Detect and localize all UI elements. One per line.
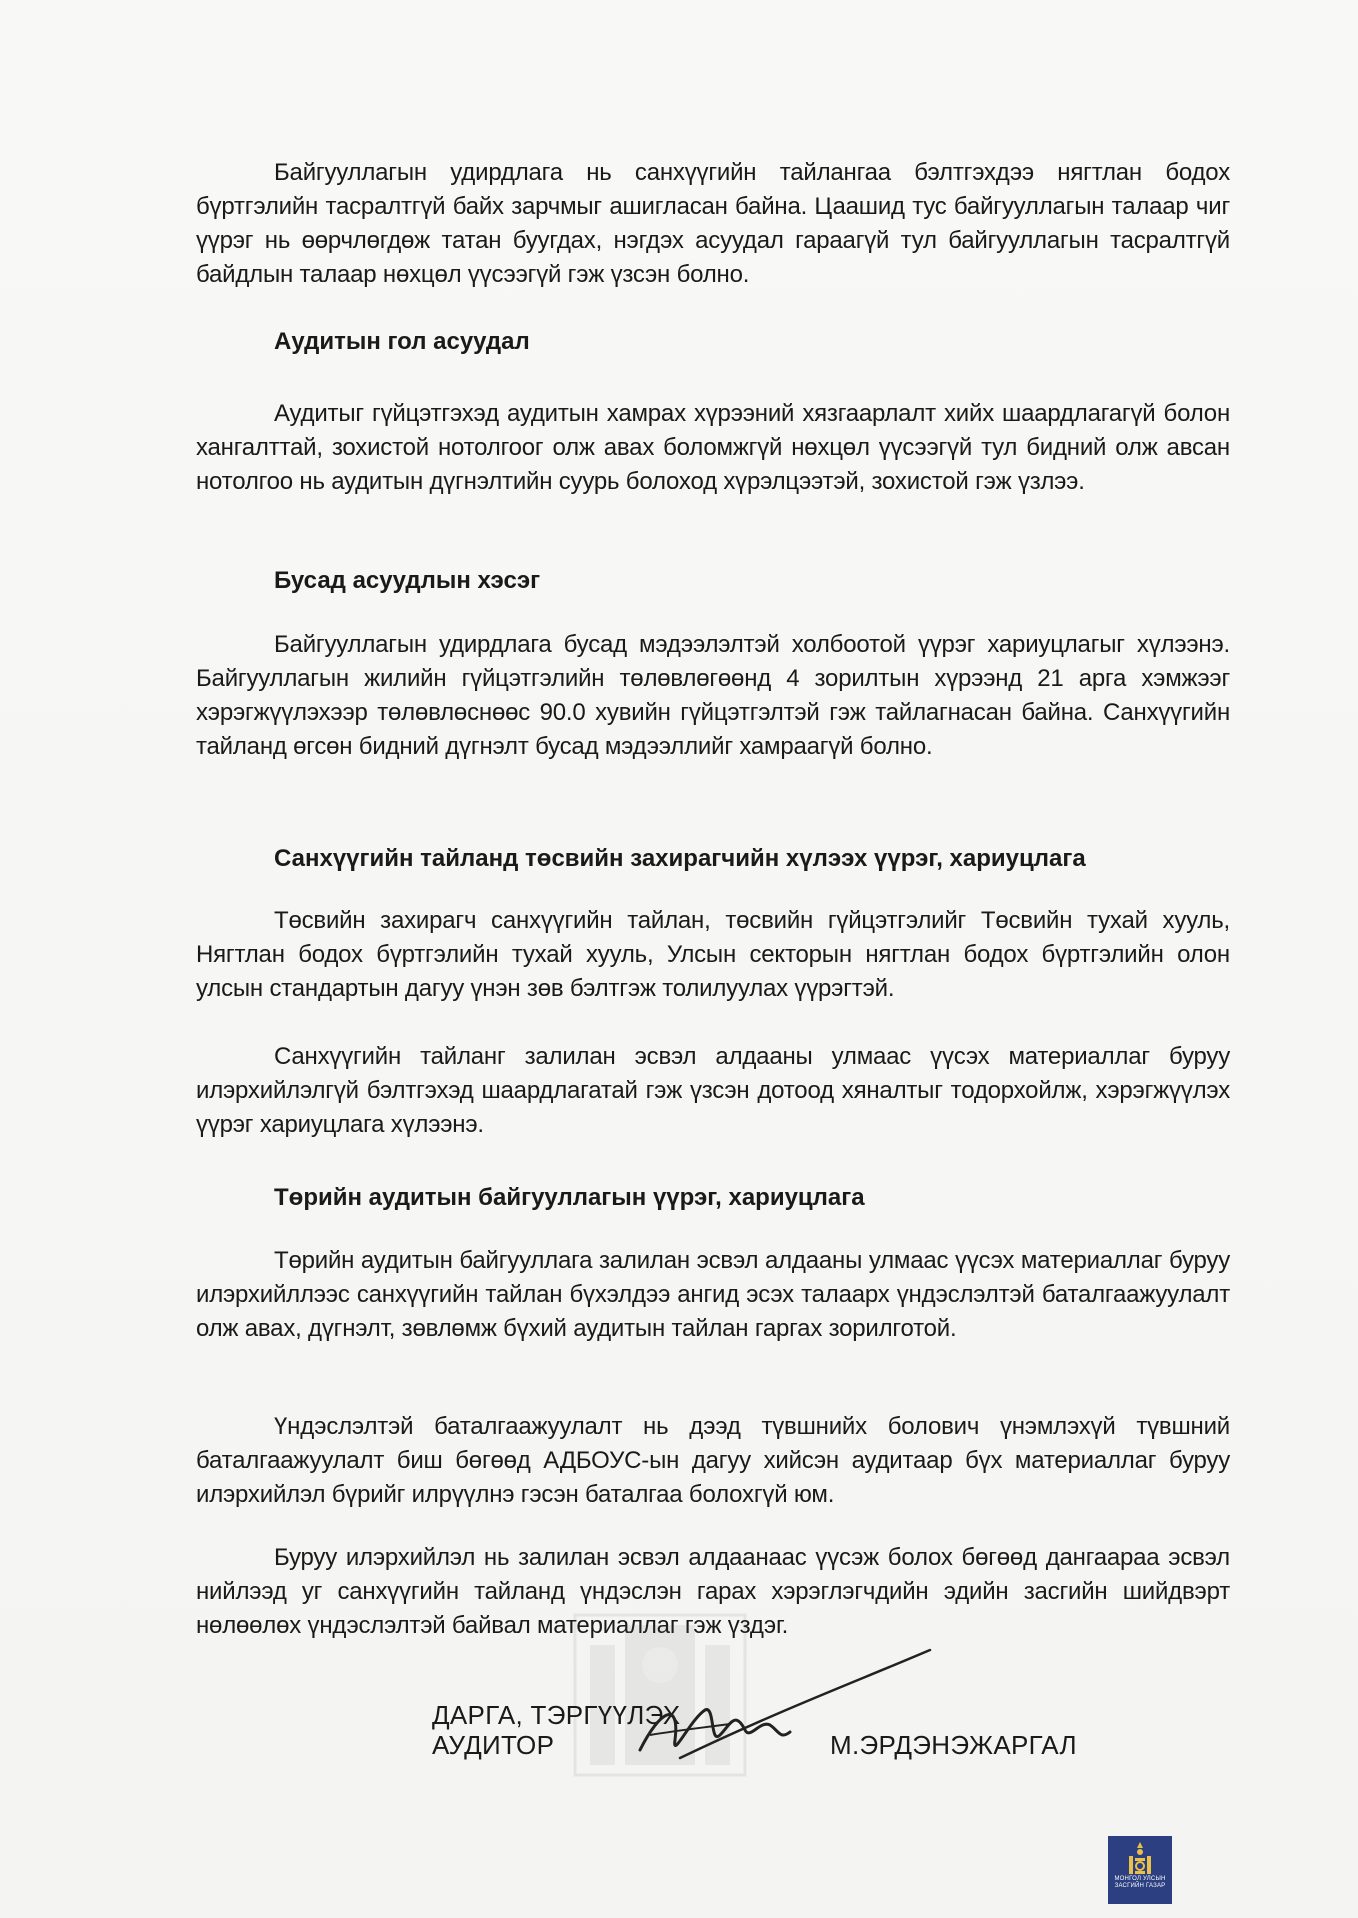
logo-text-line1: МОНГОЛ УЛСЫН <box>1114 1876 1166 1882</box>
paragraph-other-matters: Байгууллагын удирдлага бусад мэдээлэлтэй холбоотой үүрэг хариуцлагыг хүлээнэ. Байгууллагын жилийн гүйцэтгэлийн төлөвлөгөөнд 4 зорилтын хүрээнд 21 арга хэмжээг хэрэгжүүлэхээр төлөвлөснөөс 90.0 хувийн гүйцэтгэлтэй гэж тайлагнасан байна. Санхүүгийн тайланд өгсөн бидний дүгнэлт бусад мэдээллийг хамраагүй болно. <box>196 631 1230 760</box>
heading-management-responsibility: Санхүүгийн тайланд төсвийн захирагчийн хүлээх үүрэг, хариуцлага <box>274 845 1086 872</box>
heading-other-matters: Бусад асуудлын хэсэг <box>274 567 541 594</box>
signatory-name: М.ЭРДЭНЭЖАРГАЛ <box>830 1730 1077 1760</box>
heading-auditor-responsibility: Төрийн аудитын байгууллагын үүрэг, хариуцлага <box>274 1184 865 1211</box>
paragraph-internal-control: Санхүүгийн тайланг залилан эсвэл алдааны улмаас үүсэх материаллаг буруу илэрхийлэлгүй бэлтгэхэд шаардлагатай гэж үзсэн дотоод хяналтыг тодорхойлж, хэрэгжүүлэх үүрэг хариуцлага хүлээнэ. <box>196 1043 1230 1138</box>
signatory-title-line2: АУДИТОР <box>432 1730 555 1760</box>
paragraph-reasonable-assurance: Үндэслэлтэй баталгаажуулалт нь дээд түвшнийх болович үнэмлэхүй түвшний баталгаажуулалт биш бөгөөд АДБОУС-ын дагуу хийсэн аудитаар бүх материаллаг буруу илэрхийлэл бүрийг илрүүлнэ гэсэн баталгаа болохгүй юм. <box>196 1413 1230 1508</box>
heading-key-audit-matters: Аудитын гол асуудал <box>274 328 530 355</box>
paragraph-auditor-objective: Төрийн аудитын байгууллага залилан эсвэл алдааны улмаас үүсэх материаллаг буруу илэрхийллээс санхүүгийн тайлан бүхэлдээ ангид эсэх талаарх үндэслэлтэй баталгаажуулалт олж авах, дүгнэлт, зөвлөмж бүхий аудитын тайлан гаргах зорилготой. <box>196 1247 1230 1342</box>
paragraph-going-concern: Байгууллагын удирдлага нь санхүүгийн тайлангаа бэлтгэхдээ нягтлан бодох бүртгэлийн тасралтгүй байх зарчмыг ашигласан байна. Цаашид тус байгууллагын талаар чиг үүрэг нь өөрчлөгдөж татан буугдах, нэгдэх асуудал гараагүй тул байгууллагын тасралтгүй байдлын талаар нөхцөл үүсээгүй гэж үзсэн болно. <box>196 159 1230 288</box>
paragraph-management-responsibility: Төсвийн захирагч санхүүгийн тайлан, төсвийн гүйцэтгэлийг Төсвийн тухай хууль, Нягтлан бодох бүртгэлийн тухай хууль, Улсын секторын нягтлан бодох бүртгэлийн олон улсын стандартын дагуу үнэн зөв бэлтгэж толилуулах үүрэгтэй. <box>196 907 1230 1002</box>
paragraph-misstatement: Буруу илэрхийлэл нь залилан эсвэл алдаанаас үүсэж болох бөгөөд дангаараа эсвэл нийлээд уг санхүүгийн тайланд үндэслэн гарах хэрэглэгчдийн эдийн засгийн шийдвэрт нөлөөлөх үндэслэлтэй байвал материаллаг гэж үздэг. <box>196 1544 1230 1639</box>
government-logo <box>1108 1836 1172 1904</box>
soyombo-icon <box>1125 1840 1155 1876</box>
paragraph-key-audit-matters: Аудитыг гүйцэтгэхэд аудитын хамрах хүрээний хязгаарлалт хийх шаардлагагүй болон хангалттай, зохистой нотолгоог олж авах боломжгүй нөхцөл үүсээгүй тул бидний олж авсан нотолгоо нь аудитын дүгнэлтийн суурь болоход хүрэлцээтэй, зохистой гэж үзлээ. <box>196 400 1230 495</box>
logo-text-line2: ЗАСГИЙН ГАЗАР <box>1114 1883 1166 1889</box>
signatory-title-line1: ДАРГА, ТЭРГҮҮЛЭХ <box>432 1700 681 1730</box>
